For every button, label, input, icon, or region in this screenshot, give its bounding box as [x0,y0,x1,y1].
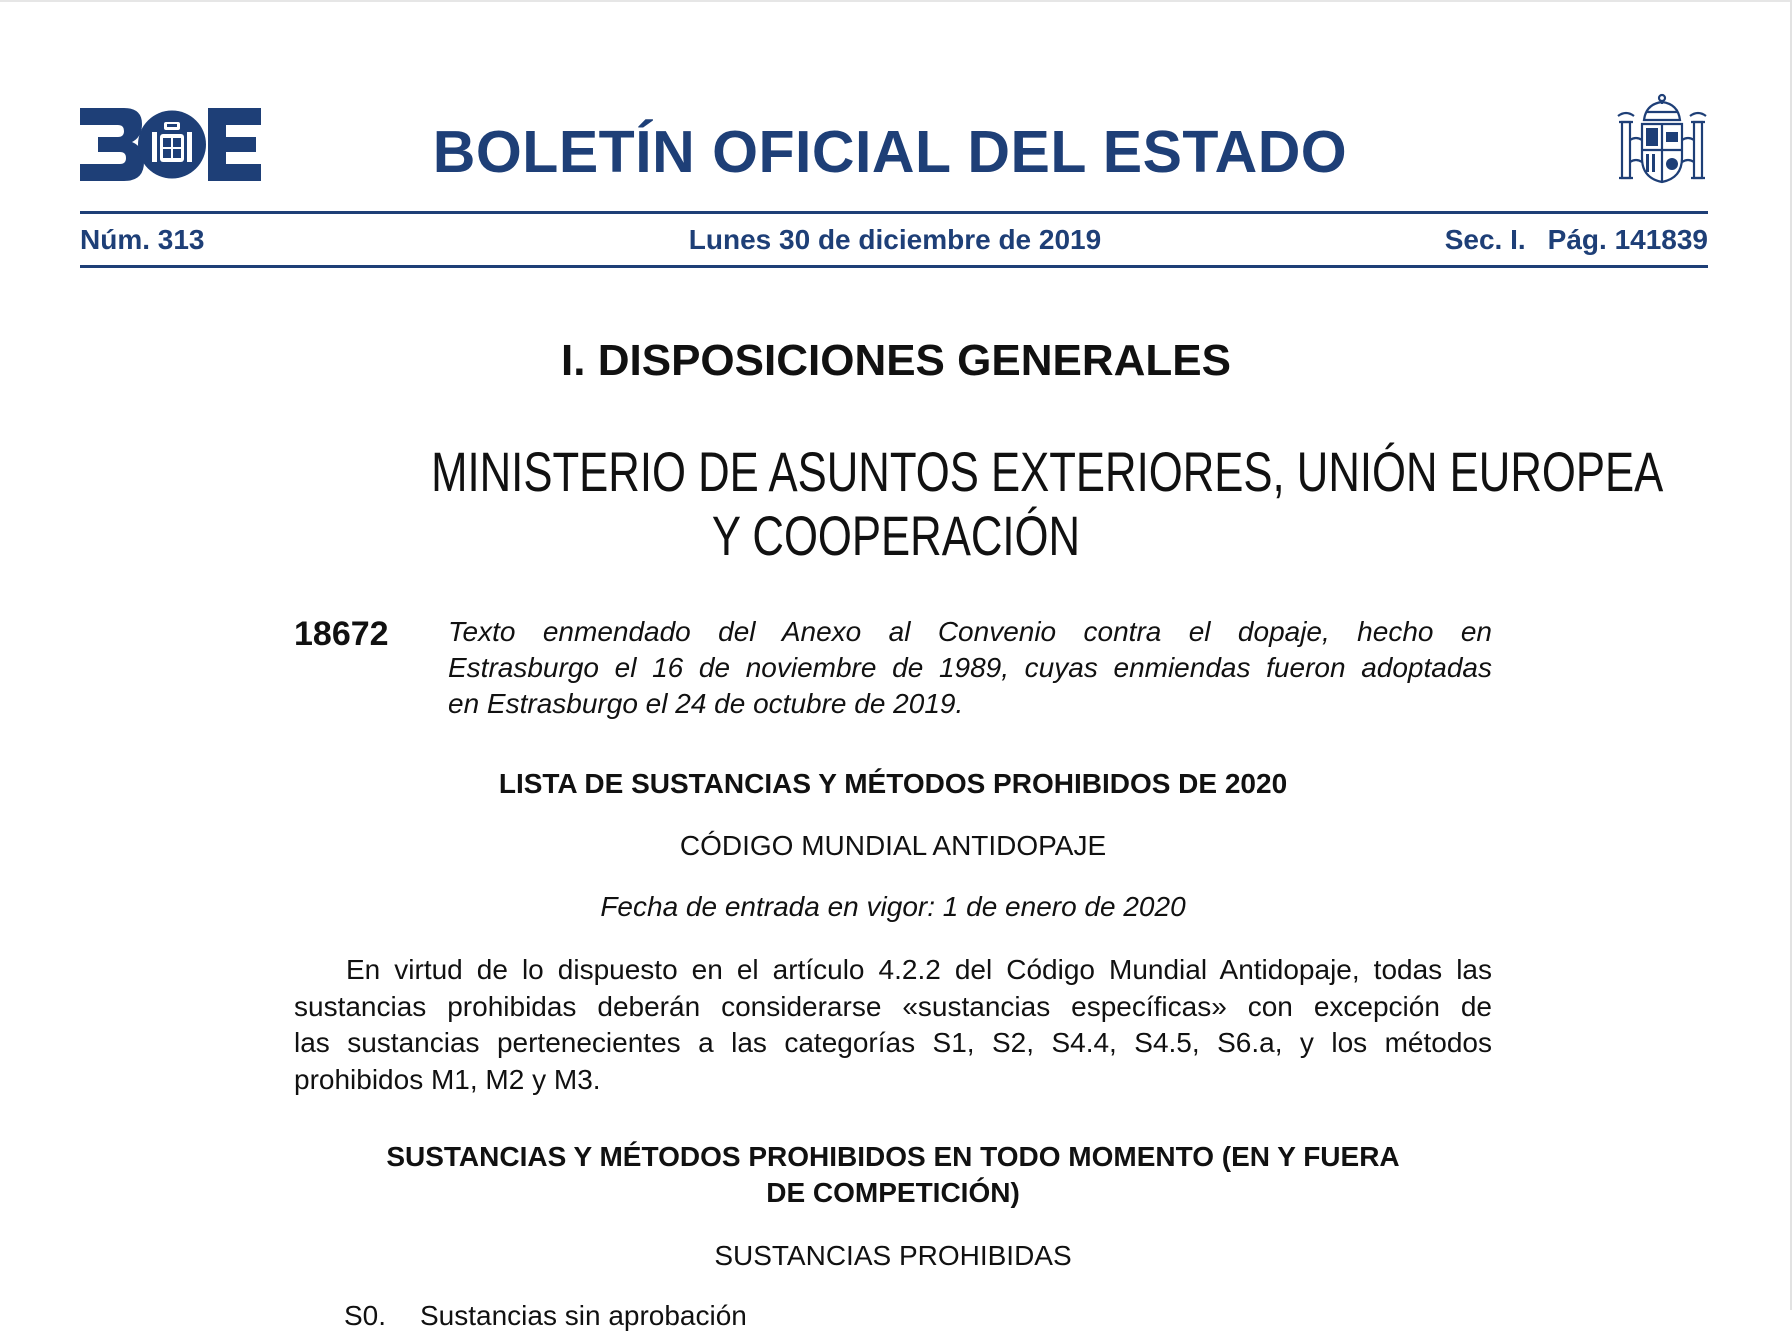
intro-paragraph [294,952,1492,1098]
paragraph-line: sustancias prohibidas deberán considerarse «sustancias específicas» con excepción de [294,990,1492,1022]
disposition-title [448,614,1492,722]
section-label: Sec. I. [1444,224,1526,255]
block-heading-line: DE COMPETICIÓN) [766,1177,1020,1208]
paragraph-line: prohibidos M1, M2 y M3. [294,1063,601,1095]
header-bottom-rule [80,265,1708,268]
boe-logo-icon [80,108,261,181]
paragraph-line: las sustancias pertenecientes a las categorías S1, S2, S4.4, S4.5, S6.a, y los métodos [294,1027,1492,1058]
newspaper-title: BOLETÍN OFICIAL DEL ESTADO [432,119,1348,185]
item-code: S0. [344,1300,387,1331]
ministry-line: Y COOPERACIÓN [711,504,1081,567]
block-heading [294,1139,1492,1211]
list-title: LISTA DE SUSTANCIAS Y MÉTODOS PROHIBIDOS DE 2020 [498,768,1288,799]
ministry-line: MINISTERIO DE ASUNTOS EXTERIORES, UNIÓN EUROPEA [431,440,1664,503]
coat-of-arms-icon [1616,92,1708,190]
section-and-page [1445,222,1708,258]
paragraph-line: En virtud de lo dispuesto en el artículo 4.2.2 del Código Mundial Antidopaje, todas las [346,954,1492,985]
code-title: CÓDIGO MUNDIAL ANTIDOPAJE [679,830,1107,861]
page-top-edge [0,0,1792,2]
block-heading-line: SUSTANCIAS Y MÉTODOS PROHIBIDOS EN TODO MOMENTO (EN Y FUERA [386,1141,1400,1172]
item-text: Sustancias sin aprobación [420,1300,747,1331]
issue-date: Lunes 30 de diciembre de 2019 [688,224,1102,255]
effective-date: Fecha de entrada en vigor: 1 de enero de 2020 [600,891,1186,922]
issue-number: Núm. 313 [80,224,205,255]
disposition-number: 18672 [294,615,389,653]
disposition-title-line: en Estrasburgo el 24 de octubre de 2019. [448,688,964,719]
disposition-title-line: Texto enmendado del Anexo al Convenio contra el dopaje, hecho en [448,616,1492,647]
disposition-title-line: Estrasburgo el 16 de noviembre de 1989, cuyas enmiendas fueron adoptadas [448,652,1492,683]
cut-off-list-item [344,1298,747,1334]
page-number: Pág. 141839 [1547,224,1708,255]
section-heading: I. DISPOSICIONES GENERALES [561,336,1231,385]
ministry-heading [431,440,1664,568]
substances-title: SUSTANCIAS PROHIBIDAS [714,1240,1072,1271]
header-top-rule [80,211,1708,214]
